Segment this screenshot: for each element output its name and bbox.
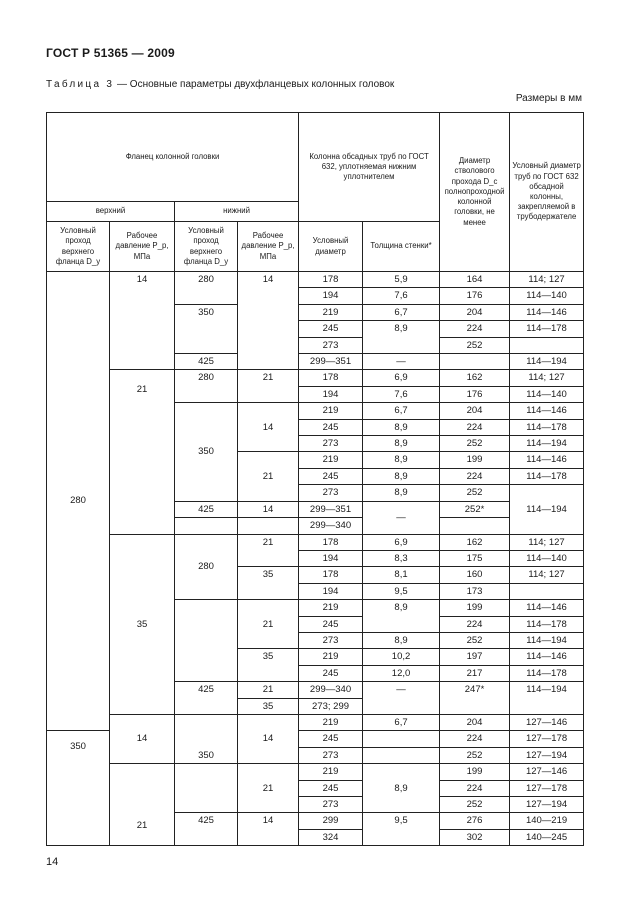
lower-pressure-cell: 21 [238,764,299,813]
table-caption-title: — Основные параметры двухфланцевых колонных головок [114,79,395,90]
casing-diameter-cell: 194 [299,386,363,402]
suspended-casing-cell: 114—194 [510,354,584,370]
header-bore-diameter: Диаметр стволового прохода D_c полнопроходной колонной головки, не менее [440,113,510,272]
bore-diameter-cell: 224 [440,468,510,484]
casing-diameter-cell: 219 [299,452,363,468]
suspended-casing-cell: 114—140 [510,550,584,566]
casing-diameter-cell: 299 [299,813,363,829]
casing-diameter-cell: 219 [299,403,363,419]
casing-diameter-cell: 299—340 [299,518,363,534]
casing-diameter-cell: 245 [299,731,363,747]
wall-thickness-cell: 8,9 [363,419,440,435]
wall-thickness-cell [363,731,440,747]
lower-pressure-cell: 21 [238,452,299,501]
lower-pressure-cell: 14 [238,813,299,846]
header-lower-bore: Условный проход верхнего фланца D_y [175,222,238,272]
wall-thickness-cell: 8,1 [363,567,440,583]
bore-diameter-cell: 224 [440,321,510,337]
header-upper: верхний [47,202,175,222]
bore-diameter-cell: 252 [440,485,510,501]
bore-diameter-cell: 204 [440,304,510,320]
lower-bore-cell: 425 [175,682,238,715]
casing-diameter-cell: 178 [299,272,363,288]
casing-diameter-cell: 273; 299 [299,698,363,714]
table-caption [46,79,394,90]
suspended-casing-cell: 114; 127 [510,567,584,583]
document-code: ГОСТ Р 51365 — 2009 [46,46,175,60]
lower-bore-cell [175,764,238,813]
bore-diameter-cell: 217 [440,665,510,681]
casing-diameter-cell: 178 [299,534,363,550]
suspended-casing-cell: 127—146 [510,714,584,730]
wall-thickness-cell: 9,5 [363,813,440,846]
casing-diameter-cell: 299—340 [299,682,363,698]
casing-diameter-cell: 219 [299,600,363,616]
header-suspended-casing: Условный диаметр труб по ГОСТ 632 обсадной колонны, закрепляемой в трубодержателе [510,113,584,272]
suspended-casing-cell: 127—146 [510,764,584,780]
suspended-casing-cell [510,337,584,353]
bore-diameter-cell: 176 [440,386,510,402]
upper-bore-cell: 280 [47,272,110,731]
bore-diameter-cell: 224 [440,780,510,796]
casing-diameter-cell: 299—351 [299,501,363,517]
wall-thickness-cell: 8,9 [363,764,440,813]
suspended-casing-cell: 114; 127 [510,272,584,288]
upper-pressure-cell: 21 [110,764,175,846]
casing-diameter-cell: 324 [299,829,363,845]
casing-diameter-cell: 245 [299,780,363,796]
lower-pressure-cell: 14 [238,403,299,452]
suspended-casing-cell: 114—194 [510,485,584,534]
bore-diameter-cell: 252 [440,747,510,763]
lower-bore-cell [175,600,238,682]
bore-diameter-cell: 204 [440,403,510,419]
lower-bore-cell: 425 [175,813,238,846]
bore-diameter-cell: 224 [440,731,510,747]
lower-pressure-cell: 21 [238,370,299,403]
lower-pressure-cell: 21 [238,534,299,567]
bore-diameter-cell: 204 [440,714,510,730]
suspended-casing-cell: 127—178 [510,780,584,796]
suspended-casing-cell: 114—178 [510,616,584,632]
casing-diameter-cell: 194 [299,550,363,566]
suspended-casing-cell: 127—194 [510,747,584,763]
casing-diameter-cell: 245 [299,321,363,337]
wall-thickness-cell: 8,3 [363,550,440,566]
casing-diameter-cell: 273 [299,632,363,648]
bore-diameter-cell: 160 [440,567,510,583]
wall-thickness-cell: 6,9 [363,534,440,550]
lower-pressure-cell: 14 [238,501,299,517]
bore-diameter-cell: 252 [440,632,510,648]
lower-pressure-cell: 21 [238,682,299,698]
parameters-table [46,112,584,846]
bore-diameter-cell: 252* [440,501,510,517]
suspended-casing-cell: 114—178 [510,419,584,435]
header-upper-pressure: Рабочее давление P_p, МПа [110,222,175,272]
wall-thickness-cell: 8,9 [363,436,440,452]
casing-diameter-cell: 219 [299,649,363,665]
casing-diameter-cell: 273 [299,747,363,763]
table-caption-number: Таблица 3 [46,79,115,90]
header-lower-pressure: Рабочее давление P_p, МПа [238,222,299,272]
wall-thickness-cell: 6,7 [363,304,440,320]
bore-diameter-cell: 197 [440,649,510,665]
suspended-casing-cell [510,583,584,599]
wall-thickness-cell: — [363,501,440,534]
casing-diameter-cell: 245 [299,616,363,632]
suspended-casing-cell: 114—146 [510,304,584,320]
bore-diameter-cell: 252 [440,436,510,452]
bore-diameter-cell: 302 [440,829,510,845]
bore-diameter-cell: 164 [440,272,510,288]
suspended-casing-cell: 140—245 [510,829,584,845]
header-flange: Фланец колонной головки [47,113,299,202]
page-number: 14 [46,856,59,868]
bore-diameter-cell: 176 [440,288,510,304]
casing-diameter-cell: 273 [299,797,363,813]
lower-bore-cell: 350 [175,714,238,763]
suspended-casing-cell: 114; 127 [510,534,584,550]
suspended-casing-cell: 114—146 [510,452,584,468]
upper-pressure-cell: 14 [110,714,175,763]
suspended-casing-cell: 114—140 [510,386,584,402]
lower-bore-cell: 425 [175,501,238,517]
wall-thickness-cell: 8,9 [363,452,440,468]
wall-thickness-cell: 8,9 [363,468,440,484]
upper-bore-cell: 350 [47,731,110,846]
bore-diameter-cell: 162 [440,534,510,550]
wall-thickness-cell: 6,9 [363,370,440,386]
casing-diameter-cell: 299—351 [299,354,363,370]
casing-diameter-cell: 178 [299,370,363,386]
wall-thickness-cell: 10,2 [363,649,440,665]
suspended-casing-cell: 114—140 [510,288,584,304]
casing-diameter-cell: 273 [299,436,363,452]
casing-diameter-cell: 245 [299,419,363,435]
suspended-casing-cell: 114—194 [510,632,584,648]
bore-diameter-cell [440,354,510,370]
lower-pressure-cell: 21 [238,600,299,649]
bore-diameter-cell: 199 [440,600,510,616]
lower-bore-cell: 280 [175,272,238,305]
suspended-casing-cell: 140—219 [510,813,584,829]
wall-thickness-cell: 7,6 [363,288,440,304]
suspended-casing-cell: 114—146 [510,403,584,419]
header-lower: нижний [175,202,299,222]
lower-bore-cell: 425 [175,354,238,370]
header-casing: Колонна обсадных труб по ГОСТ 632, уплотняемая нижним уплотнителем [299,113,440,222]
bore-diameter-cell: 199 [440,764,510,780]
lower-pressure-cell: 35 [238,567,299,600]
upper-pressure-cell: 14 [110,272,175,370]
casing-diameter-cell: 219 [299,304,363,320]
suspended-casing-cell: 114—194 [510,436,584,452]
bore-diameter-cell: 276 [440,813,510,829]
bore-diameter-cell: 252 [440,337,510,353]
wall-thickness-cell: — [363,354,440,370]
upper-pressure-cell: 35 [110,534,175,714]
bore-diameter-cell: 224 [440,419,510,435]
suspended-casing-cell: 114; 127 [510,370,584,386]
header-casing-diameter: Условный диаметр [299,222,363,272]
casing-diameter-cell: 219 [299,764,363,780]
casing-diameter-cell: 219 [299,714,363,730]
suspended-casing-cell: 114—194 [510,682,584,715]
header-upper-bore: Условный проход верхнего фланца D_y [47,222,110,272]
suspended-casing-cell: 127—178 [510,731,584,747]
lower-bore-cell: 350 [175,304,238,353]
suspended-casing-cell: 114—178 [510,665,584,681]
lower-bore-cell: 350 [175,403,238,501]
bore-diameter-cell [440,518,510,534]
casing-diameter-cell: 178 [299,567,363,583]
units-note: Размеры в мм [515,93,582,104]
suspended-casing-cell: 114—178 [510,321,584,337]
casing-diameter-cell: 273 [299,485,363,501]
lower-bore-cell: 280 [175,534,238,600]
lower-pressure-cell: 35 [238,698,299,714]
bore-diameter-cell: 247* [440,682,510,715]
suspended-casing-cell: 114—146 [510,649,584,665]
wall-thickness-cell: 6,7 [363,403,440,419]
wall-thickness-cell [363,747,440,763]
wall-thickness-cell: — [363,682,440,715]
upper-pressure-cell: 21 [110,370,175,534]
bore-diameter-cell: 173 [440,583,510,599]
casing-diameter-cell: 194 [299,583,363,599]
wall-thickness-cell: 8,9 [363,600,440,633]
suspended-casing-cell: 127—194 [510,797,584,813]
wall-thickness-cell: 8,9 [363,321,440,354]
lower-pressure-cell [238,518,299,534]
wall-thickness-cell: 5,9 [363,272,440,288]
wall-thickness-cell: 7,6 [363,386,440,402]
lower-pressure-cell: 35 [238,649,299,682]
lower-bore-cell [175,518,238,534]
lower-pressure-cell: 14 [238,714,299,763]
lower-pressure-cell: 14 [238,272,299,370]
casing-diameter-cell: 245 [299,468,363,484]
wall-thickness-cell: 8,9 [363,485,440,501]
suspended-casing-cell: 114—146 [510,600,584,616]
bore-diameter-cell: 224 [440,616,510,632]
casing-diameter-cell: 194 [299,288,363,304]
casing-diameter-cell: 273 [299,337,363,353]
bore-diameter-cell: 175 [440,550,510,566]
header-wall-thickness: Толщина стенки* [363,222,440,272]
wall-thickness-cell: 6,7 [363,714,440,730]
bore-diameter-cell: 199 [440,452,510,468]
wall-thickness-cell: 8,9 [363,632,440,648]
wall-thickness-cell: 12,0 [363,665,440,681]
bore-diameter-cell: 162 [440,370,510,386]
lower-bore-cell: 280 [175,370,238,403]
wall-thickness-cell: 9,5 [363,583,440,599]
suspended-casing-cell: 114—178 [510,468,584,484]
bore-diameter-cell: 252 [440,797,510,813]
casing-diameter-cell: 245 [299,665,363,681]
